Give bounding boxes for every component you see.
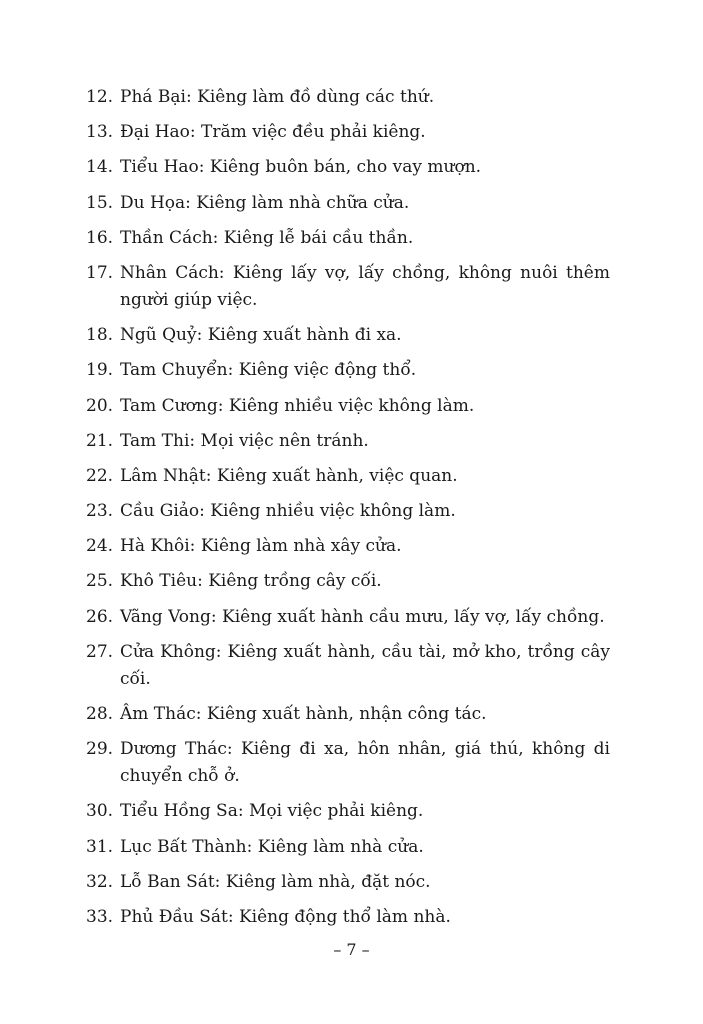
item-number: 30. (86, 801, 114, 822)
list-item (86, 869, 610, 896)
list-item (86, 798, 610, 825)
item-text: Lỗ Ban Sát: Kiêng làm nhà, đặt nóc. (120, 871, 431, 892)
item-text: Khô Tiêu: Kiêng trồng cây cối. (120, 571, 382, 592)
item-text: Âm Thác: Kiêng xuất hành, nhận công tác. (120, 704, 487, 724)
item-text: Tam Thi: Mọi việc nên tránh. (120, 430, 369, 451)
item-text: Thần Cách: Kiêng lễ bái cầu thần. (120, 227, 414, 248)
item-number: 31. (86, 836, 114, 857)
item-text: Hà Khôi: Kiêng làm nhà xây cửa. (120, 536, 402, 557)
item-number: 19. (86, 360, 114, 381)
item-text: Tam Chuyển: Kiêng việc động thổ. (120, 360, 417, 381)
list-item (86, 639, 610, 693)
item-number: 21. (86, 430, 114, 451)
item-number: 23. (86, 501, 114, 522)
list-item (86, 533, 610, 560)
item-text: Tiểu Hao: Kiêng buôn bán, cho vay mượn. (120, 157, 482, 178)
item-text: Tam Cương: Kiêng nhiều việc không làm. (120, 395, 475, 416)
list-item (86, 736, 610, 790)
item-number: 22. (86, 465, 114, 486)
list-item (86, 154, 610, 181)
item-text: Phá Bại: Kiêng làm đồ dùng các thứ. (120, 87, 435, 107)
item-text: Dương Thác: Kiêng đi xa, hôn nhân, giá thú, không di chuyển chỗ ở. (120, 739, 610, 787)
item-text: Cửa Không: Kiêng xuất hành, cầu tài, mở kho, trồng cây cối. (120, 641, 610, 689)
item-text: Đại Hao: Trăm việc đều phải kiêng. (120, 122, 426, 143)
item-text: Lục Bất Thành: Kiêng làm nhà cửa. (120, 836, 424, 857)
item-text: Cầu Giảo: Kiêng nhiều việc không làm. (120, 501, 456, 522)
list-item (86, 190, 610, 217)
item-number: 15. (86, 192, 114, 213)
list-item (86, 393, 610, 420)
item-text: Vãng Vong: Kiêng xuất hành cầu mưu, lấy vợ, lấy chồng. (120, 606, 605, 627)
item-number: 33. (86, 906, 114, 927)
item-number: 12. (86, 87, 114, 107)
list-item (86, 604, 610, 631)
item-number: 20. (86, 395, 114, 416)
list-item (86, 225, 610, 252)
list-item (86, 260, 610, 314)
list-item (86, 834, 610, 861)
list-item (86, 498, 610, 525)
item-number: 17. (86, 262, 114, 283)
item-number: 28. (86, 704, 114, 724)
item-number: 24. (86, 536, 114, 557)
item-number: 29. (86, 739, 114, 760)
list-item (86, 357, 610, 384)
list-item (86, 84, 610, 111)
list-item (86, 701, 610, 728)
list-item (86, 568, 610, 595)
item-number: 32. (86, 871, 114, 892)
page-number: – 7 – (333, 940, 370, 959)
item-number: 18. (86, 325, 114, 346)
item-text: Phủ Đầu Sát: Kiêng động thổ làm nhà. (120, 906, 451, 927)
list-item (86, 904, 610, 931)
item-text: Ngũ Quỷ: Kiêng xuất hành đi xa. (120, 325, 402, 346)
item-number: 25. (86, 571, 114, 592)
item-text: Tiểu Hồng Sa: Mọi việc phải kiêng. (120, 801, 424, 822)
item-text: Du Họa: Kiêng làm nhà chữa cửa. (120, 192, 410, 213)
item-number: 26. (86, 606, 114, 627)
list-item (86, 463, 610, 490)
item-text: Lâm Nhật: Kiêng xuất hành, việc quan. (120, 465, 458, 486)
list-item (86, 119, 610, 146)
list-item (86, 322, 610, 349)
list-item (86, 428, 610, 455)
item-text: Nhân Cách: Kiêng lấy vợ, lấy chồng, không nuôi thêm người giúp việc. (120, 262, 610, 310)
taboo-list (86, 84, 610, 939)
item-number: 27. (86, 641, 114, 662)
item-number: 13. (86, 122, 114, 143)
item-number: 14. (86, 157, 114, 178)
item-number: 16. (86, 227, 114, 248)
